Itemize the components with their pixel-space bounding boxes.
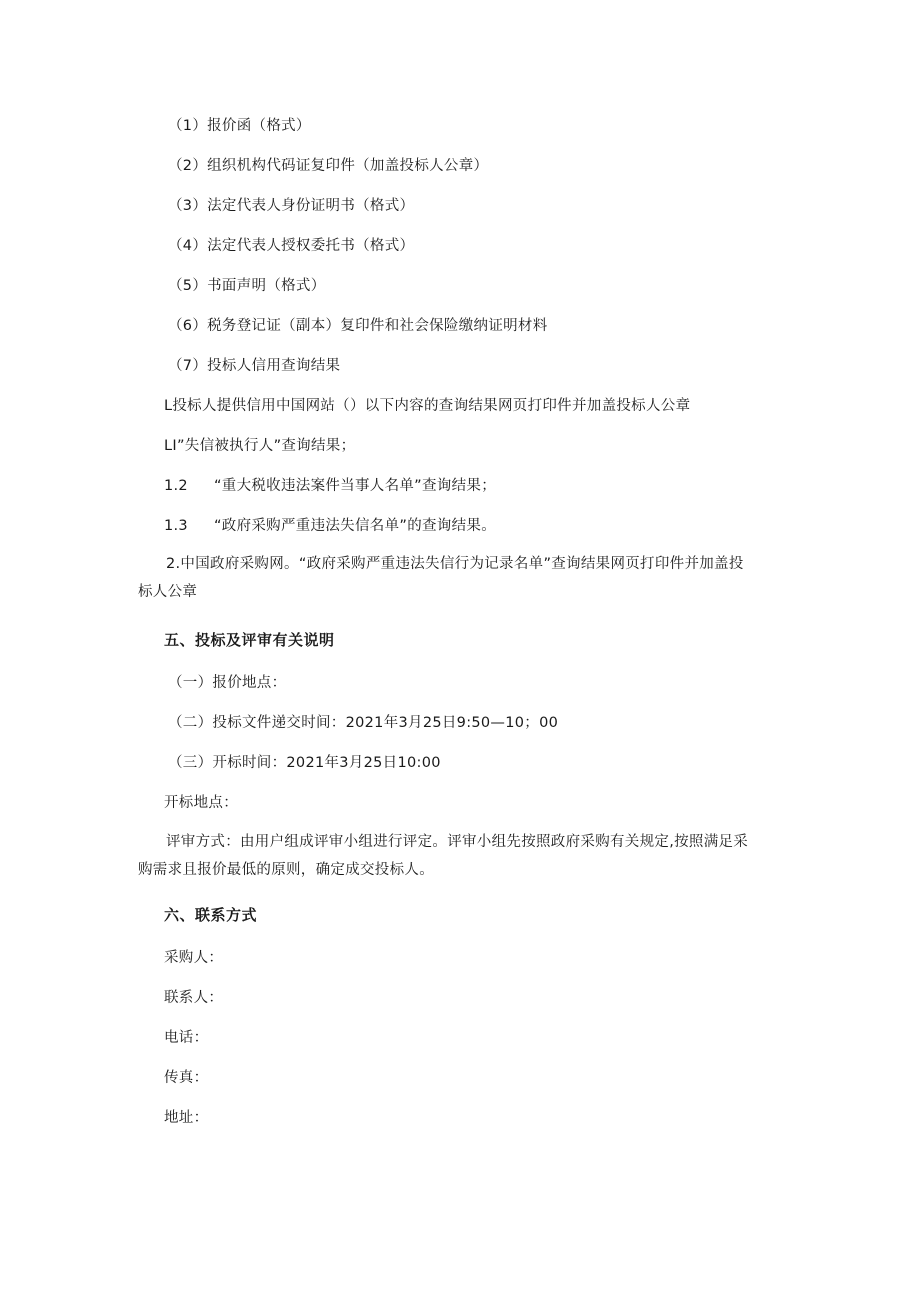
item-number: 1.3 [164,518,188,534]
paragraph-line: 标人公章 [138,584,198,600]
phone-field: 电话： [164,1030,209,1046]
list-item: （2）组织机构代码证复印件（加盖投标人公章） [168,158,489,174]
list-item: （7）投标人信用查询结果 [168,358,341,374]
paragraph-line: 购需求且报价最低的原则，确定成交投标人。 [138,862,434,878]
credit-item-1-3 [164,516,496,536]
list-item: （5）书面声明（格式） [168,278,326,294]
paragraph-line: 2.中国政府采购网。“政府采购严重违法失信行为记录名单”查询结果网页打印件并加盖投 [166,556,744,572]
bid-place: （一）报价地点： [168,675,287,691]
credit-item-1-2 [164,476,496,496]
list-item: （6）税务登记证（副本）复印件和社会保险缴纳证明材料 [168,318,548,334]
address-field: 地址： [164,1110,209,1126]
contact-field: 联系人： [164,990,224,1006]
purchaser-field: 采购人： [164,950,224,966]
item-text: “重大税收违法案件当事人名单”查询结果； [213,478,496,494]
list-item: （1）报价函（格式） [168,118,311,134]
list-item: （4）法定代表人授权委托书（格式） [168,238,415,254]
submission-time: （二）投标文件递交时间：2021年3月25日9:50—10；00 [168,715,559,731]
credit-item-1-1: LI”失信被执行人”查询结果； [164,438,356,454]
section-5-title: 五、投标及评审有关说明 [164,631,335,649]
evaluation-method [138,828,788,884]
opening-place: 开标地点： [164,795,238,811]
item-text: “政府采购严重违法失信名单”的查询结果。 [213,518,496,534]
ccgp-paragraph [138,550,788,606]
list-item: （3）法定代表人身份证明书（格式） [168,198,415,214]
opening-time: （三）开标时间：2021年3月25日10:00 [168,755,441,771]
section-6-title: 六、联系方式 [164,906,258,924]
credit-china-paragraph: L投标人提供信用中国网站（）以下内容的查询结果网页打印件并加盖投标人公章 [164,398,691,414]
paragraph-line: 评审方式：由用户组成评审小组进行评定。评审小组先按照政府采购有关规定,按照满足采 [166,834,749,850]
item-number: 1.2 [164,478,188,494]
fax-field: 传真： [164,1070,209,1086]
